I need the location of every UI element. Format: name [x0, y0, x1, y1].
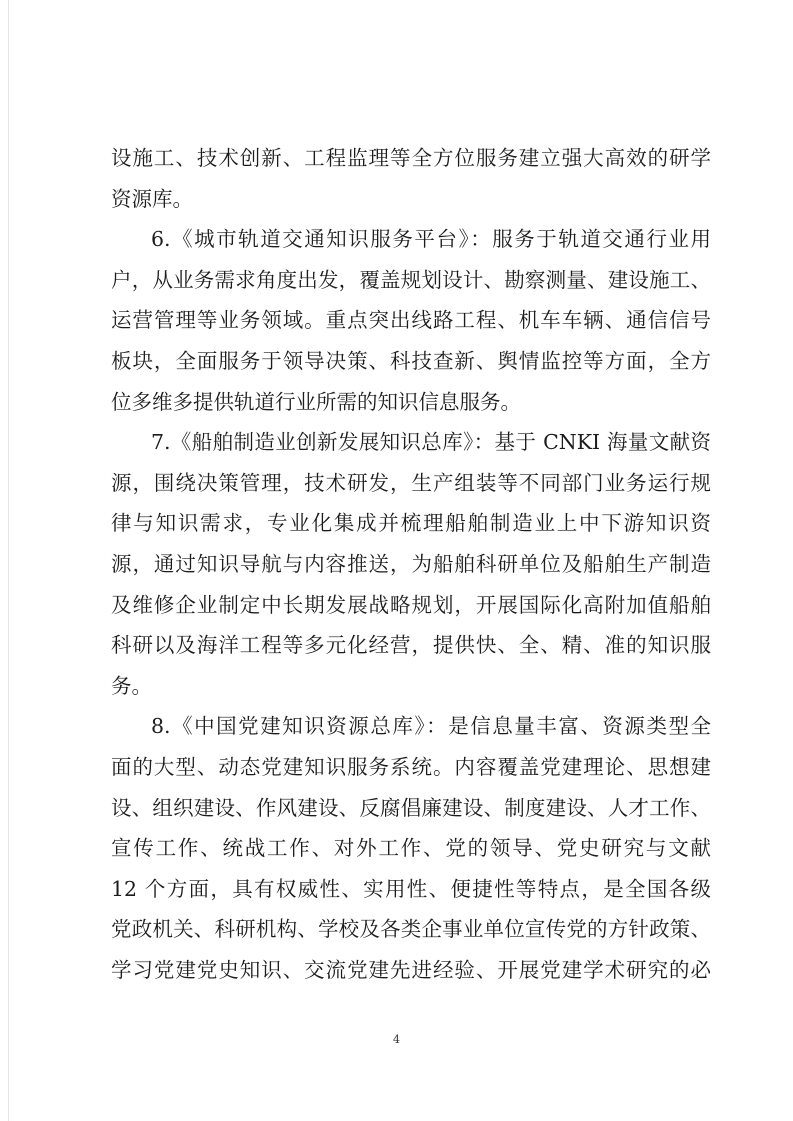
text-line: 设、组织建设、作风建设、反腐倡廉建设、制度建设、人才工作、 [111, 795, 711, 820]
paragraph-item-8 [111, 706, 711, 990]
text-line: 位多维多提供轨道行业所需的知识信息服务。 [111, 389, 521, 414]
text-line: 源，围绕决策管理，技术研发，生产组装等不同部门业务运行规 [111, 470, 711, 495]
text-line: 资源库。 [111, 186, 193, 211]
text-line: 运营管理等业务领域。重点突出线路工程、机车车辆、通信信号 [111, 308, 711, 333]
text-line: 科研以及海洋工程等多元化经营，提供快、全、精、准的知识服 [111, 633, 711, 658]
page-number: 4 [393, 1033, 400, 1046]
paragraph-item-7 [111, 422, 711, 706]
text-line: 8.《中国党建知识资源总库》：是信息量丰富、资源类型全 [151, 714, 711, 739]
text-line: 户，从业务需求角度出发，覆盖规划设计、勘察测量、建设施工、 [111, 267, 711, 292]
text-line: 源，通过知识导航与内容推送，为船舶科研单位及船舶生产制造 [111, 551, 711, 576]
text-line: 板块，全面服务于领导决策、科技查新、舆情监控等方面，全方 [111, 348, 711, 373]
text-line: 面的大型、动态党建知识服务系统。内容覆盖党建理论、思想建 [111, 754, 711, 779]
text-line: 设施工、技术创新、工程监理等全方位服务建立强大高效的研学 [111, 146, 711, 170]
text-line: 党政机关、科研机构、学校及各类企事业单位宣传党的方针政策、 [111, 917, 711, 942]
text-line: 12 个方面，具有权威性、实用性、便捷性等特点，是全国各级 [111, 876, 711, 901]
paragraph-item-6 [111, 219, 711, 422]
scan-edge-line [8, 0, 9, 1121]
text-line: 务。 [111, 673, 152, 698]
text-line: 宣传工作、统战工作、对外工作、党的领导、党史研究与文献 [111, 836, 711, 861]
text-line: 7.《船舶制造业创新发展知识总库》：基于 CNKI 海量文献资 [151, 430, 711, 455]
paragraph-continuation [111, 138, 711, 219]
text-line: 及维修企业制定中长期发展战略规划，开展国际化高附加值船舶 [111, 592, 711, 617]
text-line: 学习党建党史知识、交流党建先进经验、开展党建学术研究的必 [111, 957, 711, 982]
body-text [111, 138, 711, 990]
text-line: 律与知识需求，专业化集成并梳理船舶制造业上中下游知识资 [111, 511, 711, 536]
text-line: 6.《城市轨道交通知识服务平台》：服务于轨道交通行业用 [151, 227, 711, 252]
